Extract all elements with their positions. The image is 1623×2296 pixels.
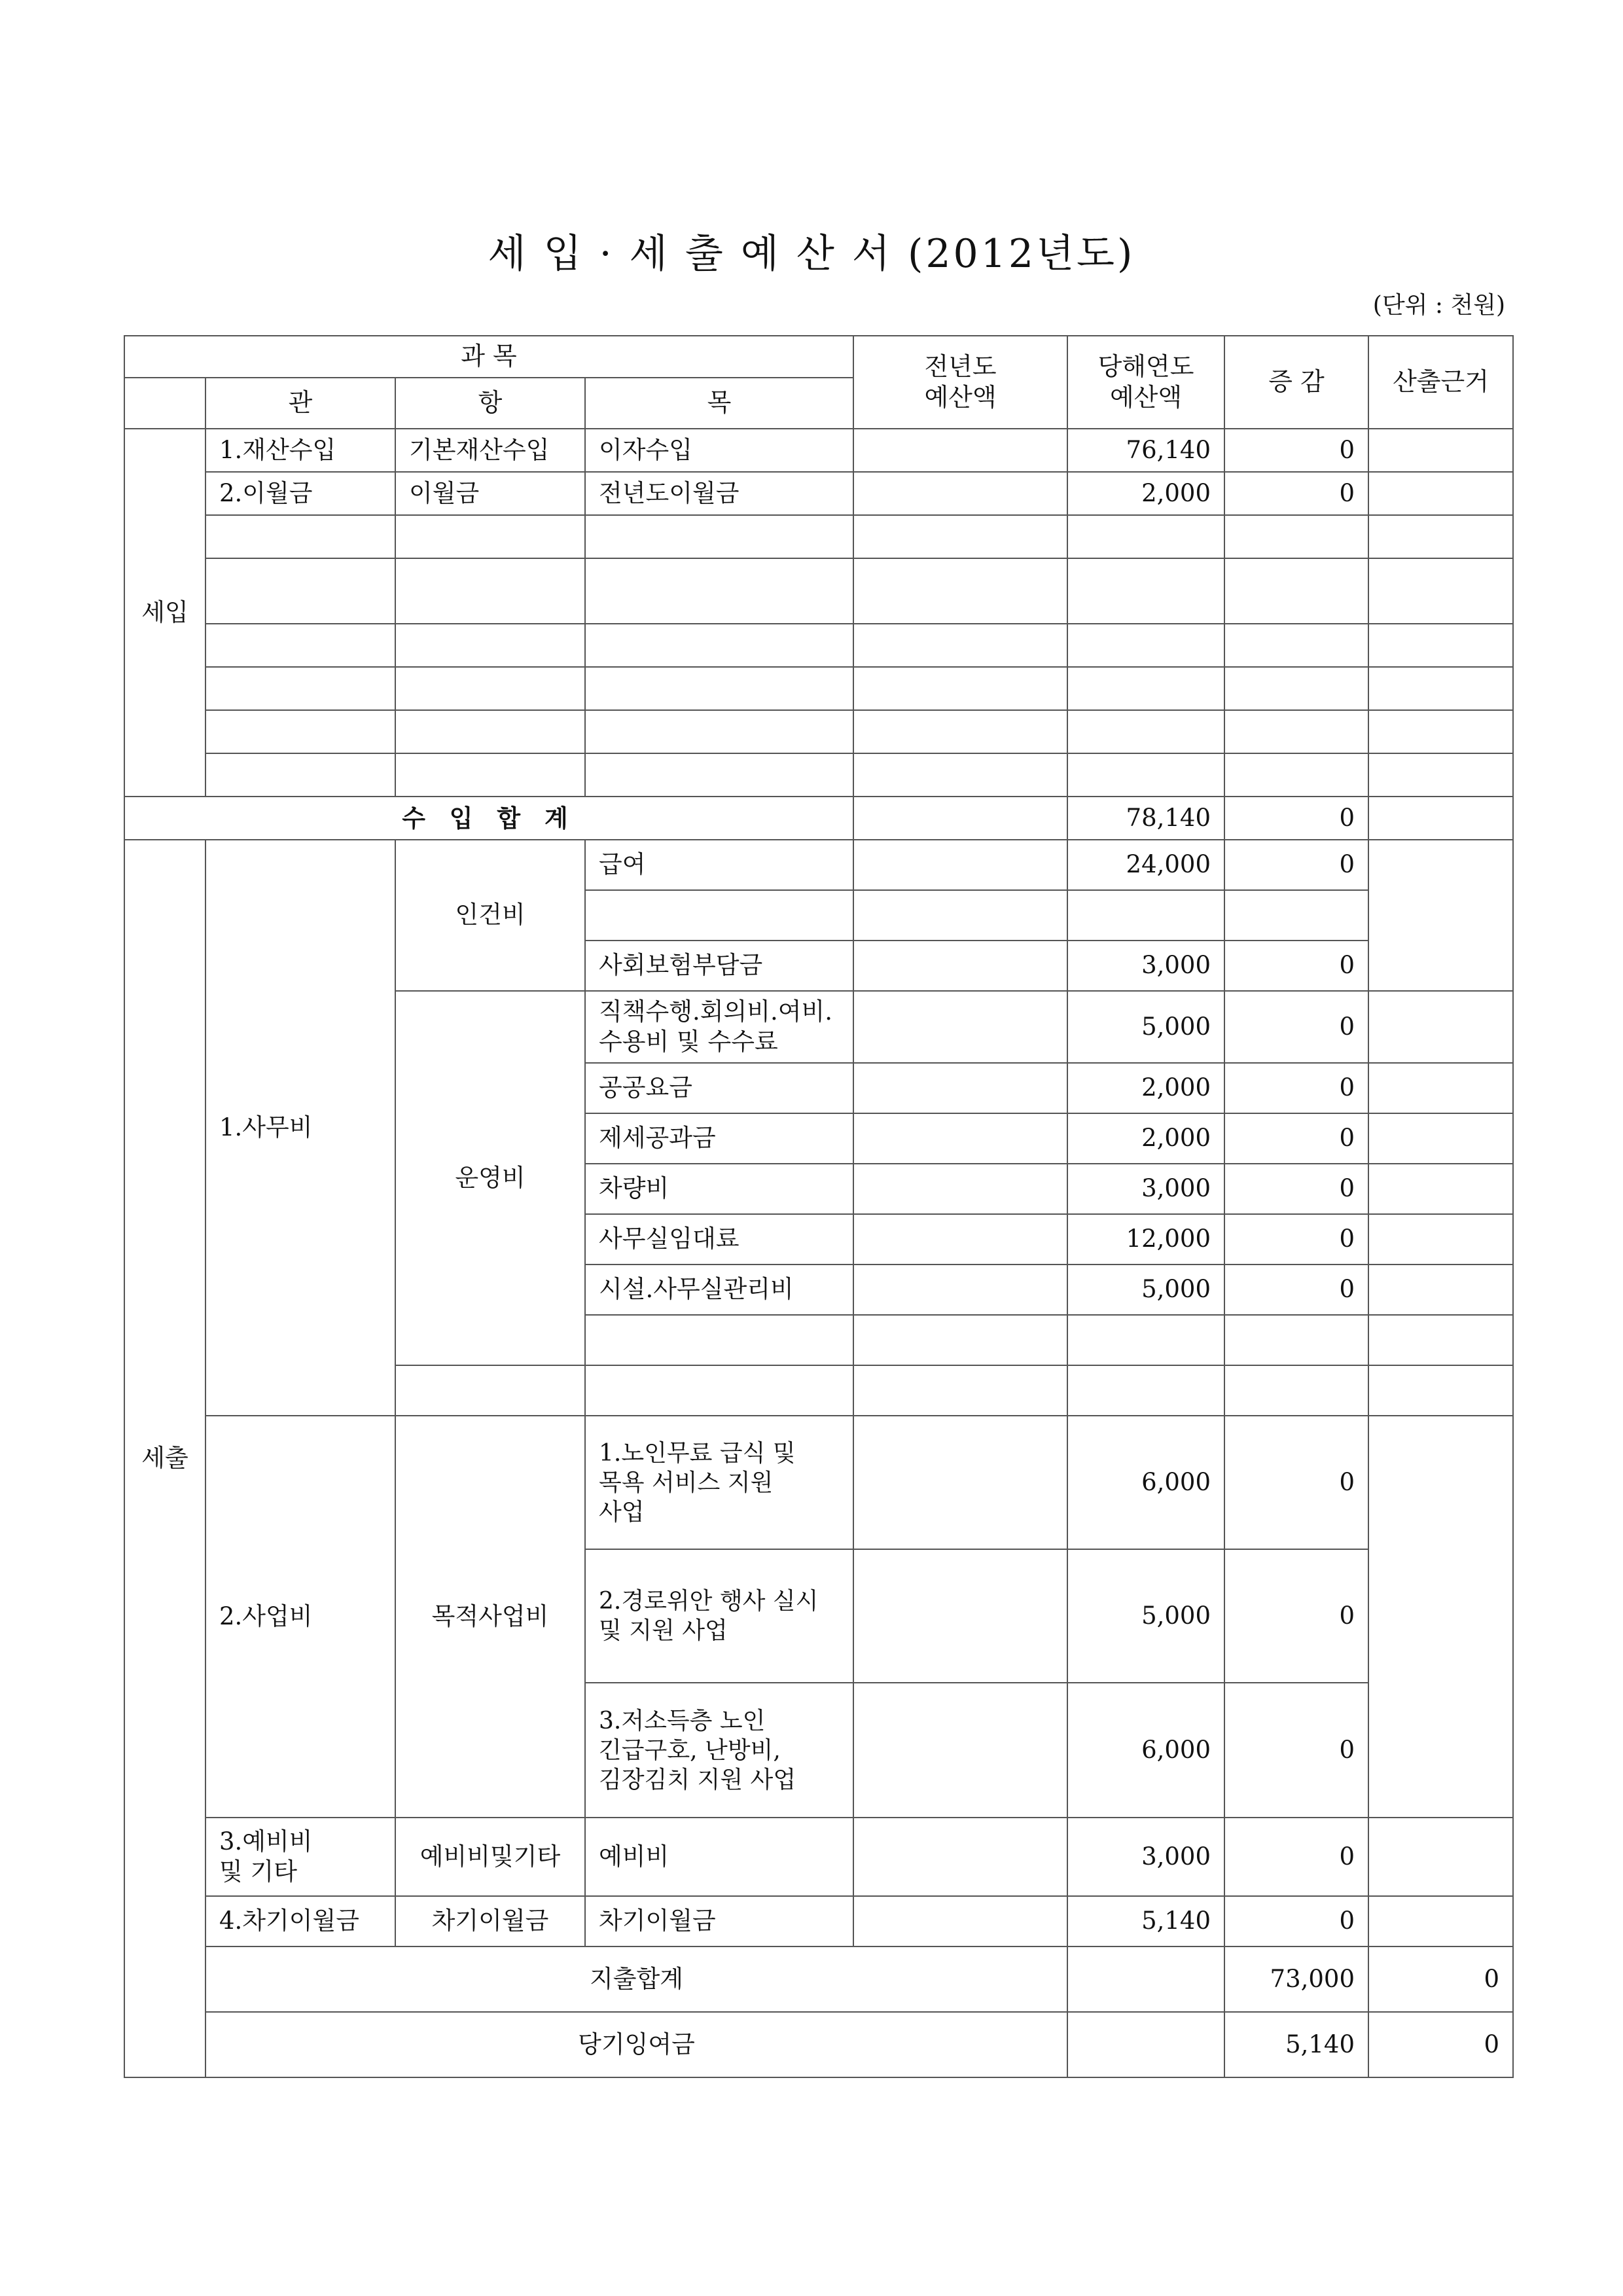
expense-operating-hang: 운영비 <box>395 991 585 1365</box>
expense-curr: 6,000 <box>1067 1416 1224 1549</box>
surplus-row <box>124 2012 1513 2077</box>
revenue-total-curr: 78,140 <box>1067 797 1224 840</box>
revenue-change: 0 <box>1224 472 1368 515</box>
expense-mok: 제세공과금 <box>585 1113 853 1164</box>
expense-mok: 차기이월금 <box>585 1896 853 1946</box>
header-section-blank <box>124 378 205 429</box>
table-row <box>124 472 1513 515</box>
expense-office-gwan: 1.사무비 <box>205 840 395 1416</box>
header-hang: 항 <box>395 378 585 429</box>
expense-curr: 24,000 <box>1067 840 1224 890</box>
header-curr-budget: 당해연도 예산액 <box>1067 336 1224 429</box>
expense-mok: 사무실임대료 <box>585 1214 853 1265</box>
expense-change: 0 <box>1224 1214 1368 1265</box>
expense-curr: 5,000 <box>1067 991 1224 1063</box>
expense-curr: 3,000 <box>1067 1164 1224 1214</box>
expense-section-label: 세출 <box>124 840 205 2077</box>
expense-change: 0 <box>1224 1113 1368 1164</box>
empty-row <box>124 753 1513 797</box>
table-row <box>124 1416 1513 1549</box>
revenue-prev <box>853 429 1067 472</box>
expense-reserve-gwan: 3.예비비 및 기타 <box>205 1818 395 1896</box>
surplus-label: 당기잉여금 <box>205 2012 1067 2077</box>
expense-total-row <box>124 1946 1513 2012</box>
expense-total-label: 지출합계 <box>205 1946 1067 2012</box>
revenue-basis <box>1368 472 1513 515</box>
empty-row <box>124 624 1513 667</box>
revenue-curr: 2,000 <box>1067 472 1224 515</box>
expense-total-change: 0 <box>1368 1946 1513 2012</box>
table-row <box>124 429 1513 472</box>
expense-curr: 2,000 <box>1067 1113 1224 1164</box>
page-title: 세 입 · 세 출 예 산 서 (2012년도) <box>488 231 1135 277</box>
expense-change: 0 <box>1224 1549 1368 1683</box>
expense-change: 0 <box>1224 941 1368 991</box>
table-row <box>124 840 1513 890</box>
empty-row <box>124 515 1513 558</box>
revenue-gwan: 1.재산수입 <box>205 429 395 472</box>
surplus-change: 0 <box>1368 2012 1513 2077</box>
expense-curr: 5,000 <box>1067 1265 1224 1315</box>
expense-mok: 사회보험부담금 <box>585 941 853 991</box>
unit-label: (단위 : 천원) <box>1372 292 1505 319</box>
expense-curr: 3,000 <box>1067 1818 1224 1896</box>
empty-row <box>124 710 1513 753</box>
expense-change: 0 <box>1224 1818 1368 1896</box>
revenue-gwan: 2.이월금 <box>205 472 395 515</box>
revenue-hang: 이월금 <box>395 472 585 515</box>
budget-table <box>124 335 1514 2078</box>
expense-personnel-hang: 인건비 <box>395 840 585 991</box>
expense-project-gwan: 2.사업비 <box>205 1416 395 1818</box>
expense-mok: 1.노인무료 급식 및 목욕 서비스 지원 사업 <box>585 1416 853 1549</box>
revenue-mok: 전년도이월금 <box>585 472 853 515</box>
expense-change: 0 <box>1224 1683 1368 1818</box>
header-gwan: 관 <box>205 378 395 429</box>
table-row <box>124 1896 1513 1946</box>
revenue-total-row <box>124 797 1513 840</box>
expense-change: 0 <box>1224 1416 1368 1549</box>
revenue-curr: 76,140 <box>1067 429 1224 472</box>
expense-change: 0 <box>1224 1896 1368 1946</box>
expense-curr: 2,000 <box>1067 1063 1224 1113</box>
expense-mok: 공공요금 <box>585 1063 853 1113</box>
expense-curr: 5,140 <box>1067 1896 1224 1946</box>
table-row <box>124 1818 1513 1896</box>
expense-change: 0 <box>1224 1063 1368 1113</box>
expense-total-curr: 73,000 <box>1224 1946 1368 2012</box>
revenue-basis <box>1368 429 1513 472</box>
expense-mok: 3.저소득층 노인 긴급구호, 난방비, 김장김치 지원 사업 <box>585 1683 853 1818</box>
expense-mok: 2.경로위안 행사 실시 및 지원 사업 <box>585 1549 853 1683</box>
expense-reserve-hang: 예비비및기타 <box>395 1818 585 1896</box>
expense-mok: 시설.사무실관리비 <box>585 1265 853 1315</box>
expense-change: 0 <box>1224 1265 1368 1315</box>
expense-change: 0 <box>1224 840 1368 890</box>
header-prev-budget: 전년도 예산액 <box>853 336 1067 429</box>
revenue-prev <box>853 472 1067 515</box>
expense-change: 0 <box>1224 991 1368 1063</box>
expense-project-hang: 목적사업비 <box>395 1416 585 1818</box>
header-mok: 목 <box>585 378 853 429</box>
expense-curr: 6,000 <box>1067 1683 1224 1818</box>
expense-change: 0 <box>1224 1164 1368 1214</box>
expense-curr: 12,000 <box>1067 1214 1224 1265</box>
expense-curr: 5,000 <box>1067 1549 1224 1683</box>
expense-mok: 직책수행.회의비.여비. 수용비 및 수수료 <box>585 991 853 1063</box>
expense-mok: 예비비 <box>585 1818 853 1896</box>
revenue-total-label: 수 입 합 계 <box>124 797 853 840</box>
empty-row <box>124 558 1513 624</box>
header-basis: 산출근거 <box>1368 336 1513 429</box>
header-change: 증 감 <box>1224 336 1368 429</box>
revenue-total-change: 0 <box>1224 797 1368 840</box>
empty-row <box>124 667 1513 710</box>
expense-curr: 3,000 <box>1067 941 1224 991</box>
expense-carryover-gwan: 4.차기이월금 <box>205 1896 395 1946</box>
revenue-change: 0 <box>1224 429 1368 472</box>
expense-mok: 차량비 <box>585 1164 853 1214</box>
expense-carryover-hang: 차기이월금 <box>395 1896 585 1946</box>
header-subject: 과 목 <box>124 336 853 378</box>
surplus-curr: 5,140 <box>1224 2012 1368 2077</box>
revenue-mok: 이자수입 <box>585 429 853 472</box>
revenue-hang: 기본재산수입 <box>395 429 585 472</box>
revenue-section-label: 세입 <box>124 429 205 797</box>
expense-mok: 급여 <box>585 840 853 890</box>
